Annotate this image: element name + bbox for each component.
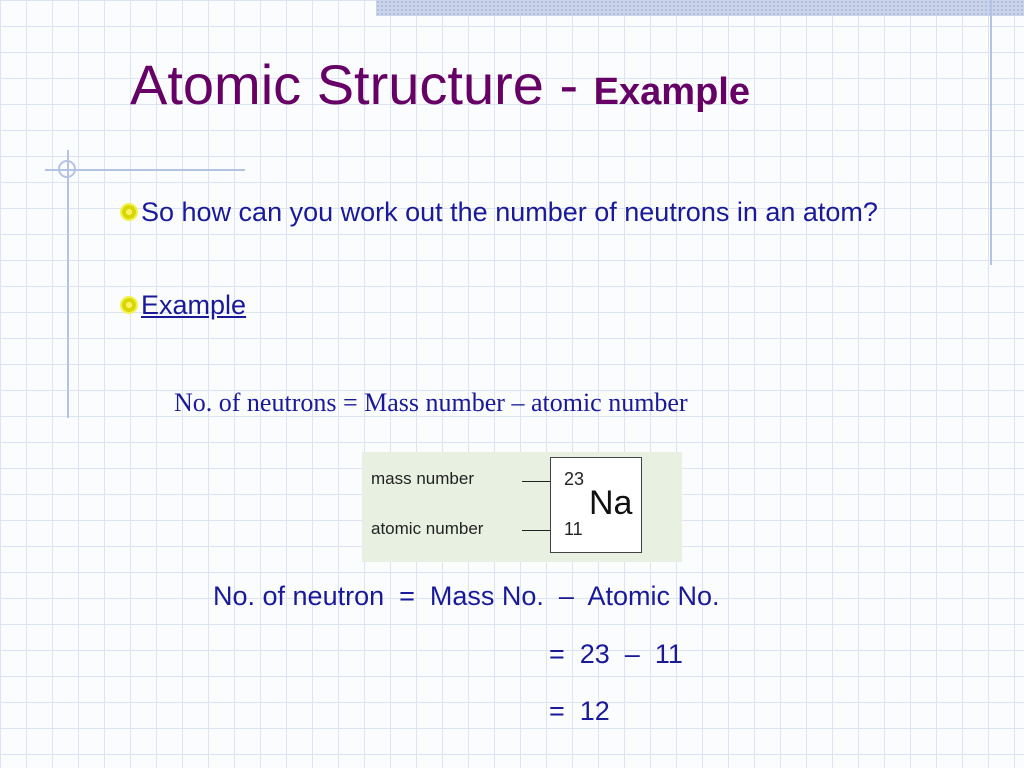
decorative-vertical-line-left (67, 150, 69, 418)
decorative-circle (58, 160, 76, 178)
element-symbol: Na (589, 484, 633, 522)
bullet-icon (122, 205, 136, 219)
title-bold: Example (593, 71, 750, 113)
bullet-item-example (122, 288, 246, 322)
calculation-line-3: = 12 (549, 696, 610, 726)
bullet-item-question (122, 195, 952, 229)
decorative-vertical-line-right (990, 0, 992, 265)
mass-number-value: 23 (564, 469, 585, 489)
slide-title (130, 52, 750, 117)
bullet-text-question: So how can you work out the number of neutrons in an atom? (141, 197, 878, 227)
bullet-icon (122, 298, 136, 312)
formula-text: No. of neutrons = Mass number – atomic number (174, 388, 688, 417)
calculation-line-1: No. of neutron = Mass No. – Atomic No. (213, 581, 720, 611)
atomic-number-value: 11 (564, 519, 583, 539)
mass-number-label: mass number (371, 469, 474, 488)
corner-pattern (376, 0, 1024, 16)
calculation-line-2: = 23 – 11 (549, 639, 683, 669)
title-main: Atomic Structure - (130, 53, 594, 116)
example-link[interactable]: Example (141, 290, 247, 320)
atomic-number-label: atomic number (371, 519, 484, 538)
